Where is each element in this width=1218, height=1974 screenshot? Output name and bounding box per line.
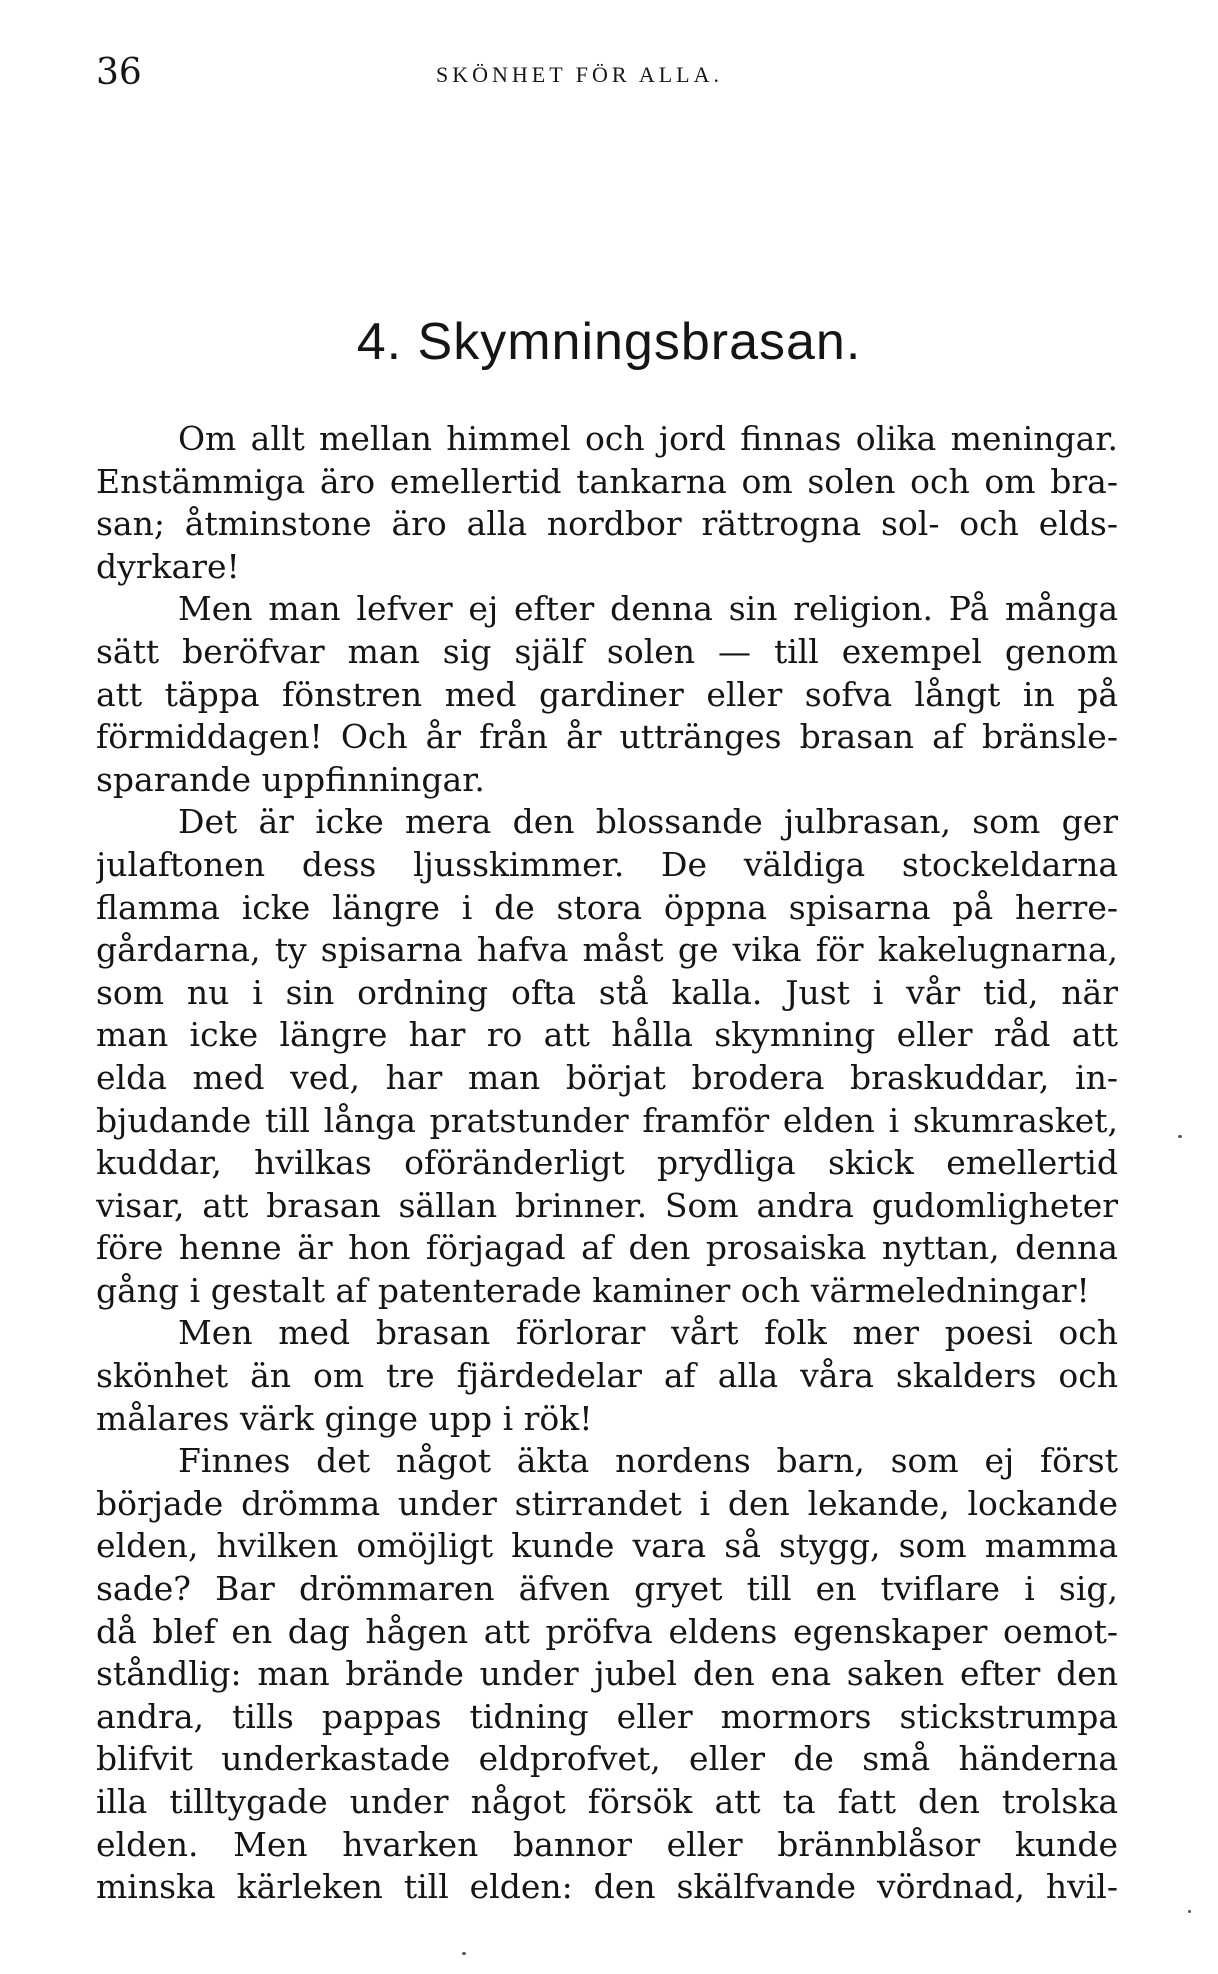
text-line: målares värk ginge upp i rök! (96, 1398, 593, 1438)
text-line: som nu i sin ordning ofta stå kalla. Just i vår tid, när (96, 972, 1118, 1012)
text-line: Om allt mellan himmel och jord finnas olika meningar. (178, 419, 1118, 458)
page-number: 36 (96, 52, 142, 93)
text-line: flamma icke längre i de stora öppna spisarna på herre- (96, 887, 1118, 927)
text-line: elden. Men hvarken bannor eller brännblåsor kunde (96, 1824, 1118, 1864)
text-line: ståndlig: man brände under jubel den ena saken efter den (96, 1654, 1118, 1694)
text-line: Finnes det något äkta nordens barn, som ej först (178, 1441, 1118, 1481)
text-line: sätt beröfvar man sig själf solen — till exempel genom (96, 631, 1118, 671)
text-line: att täppa fönstren med gardiner eller sofva långt in på (96, 674, 1118, 714)
ink-speck (1178, 1135, 1182, 1138)
text-line: förmiddagen! Och år från år uttränges brasan af bränsle- (96, 717, 1118, 757)
text-line: dyrkare! (96, 546, 240, 586)
text-line: sparande uppfinningar. (96, 759, 485, 799)
ink-speck (462, 1952, 466, 1955)
text-line: skönhet än om tre fjärdedelar af alla våra skalders och (96, 1356, 1118, 1396)
ink-speck (1188, 1910, 1191, 1913)
page-header (96, 52, 1118, 100)
text-line: elden, hvilken omöjligt kunde vara så stygg, som mamma (96, 1526, 1118, 1566)
text-line: gång i gestalt af patenterade kaminer och värmeledningar! (96, 1270, 1090, 1310)
text-line: visar, att brasan sällan brinner. Som andra gudomligheter (96, 1185, 1118, 1225)
text-line: minska kärleken till elden: den skälfvande vördnad, hvil- (96, 1867, 1118, 1907)
text-line: kuddar, hvilkas oföränderligt prydliga skick emellertid (96, 1143, 1118, 1183)
text-line: Enstämmiga äro emellertid tankarna om solen och om bra- (96, 461, 1118, 501)
text-line: san; åtminstone äro alla nordbor rättrogna sol- och elds- (96, 504, 1118, 544)
text-line: Det är icke mera den blossande julbrasan, som ger (178, 802, 1118, 842)
chapter-title: 4. Skymningsbrasan. (356, 313, 862, 371)
text-line: andra, tills pappas tidning eller mormors stickstrumpa (96, 1696, 1118, 1736)
running-head: SKÖNHET FÖR ALLA. (436, 62, 724, 87)
text-line: då blef en dag hågen att pröfva eldens egenskaper oemot- (96, 1611, 1118, 1651)
text-line: gårdarna, ty spisarna hafva måst ge vika för kakelugnarna, (96, 930, 1118, 970)
body-text (96, 418, 1118, 1909)
text-line: man icke längre har ro att hålla skymning eller råd att (96, 1015, 1118, 1055)
text-line: elda med ved, har man börjat brodera braskuddar, in- (96, 1057, 1118, 1097)
text-line: bjudande till långa pratstunder framför elden i skumrasket, (96, 1100, 1118, 1140)
text-line: före henne är hon förjagad af den prosaiska nyttan, denna (96, 1228, 1118, 1268)
text-line: blifvit underkastade eldprofvet, eller de små händerna (96, 1739, 1118, 1779)
text-line: sade? Bar drömmaren äfven gryet till en tviflare i sig, (96, 1569, 1118, 1609)
text-line: började drömma under stirrandet i den lekande, lockande (96, 1483, 1118, 1523)
text-line: julaftonen dess ljusskimmer. De väldiga stockeldarna (96, 844, 1118, 884)
text-line: Men man lefver ej efter denna sin religion. På många (178, 589, 1118, 629)
text-line: Men med brasan förlorar vårt folk mer poesi och (178, 1313, 1118, 1353)
text-line: illa tilltygade under något försök att ta fatt den trolska (96, 1782, 1118, 1821)
